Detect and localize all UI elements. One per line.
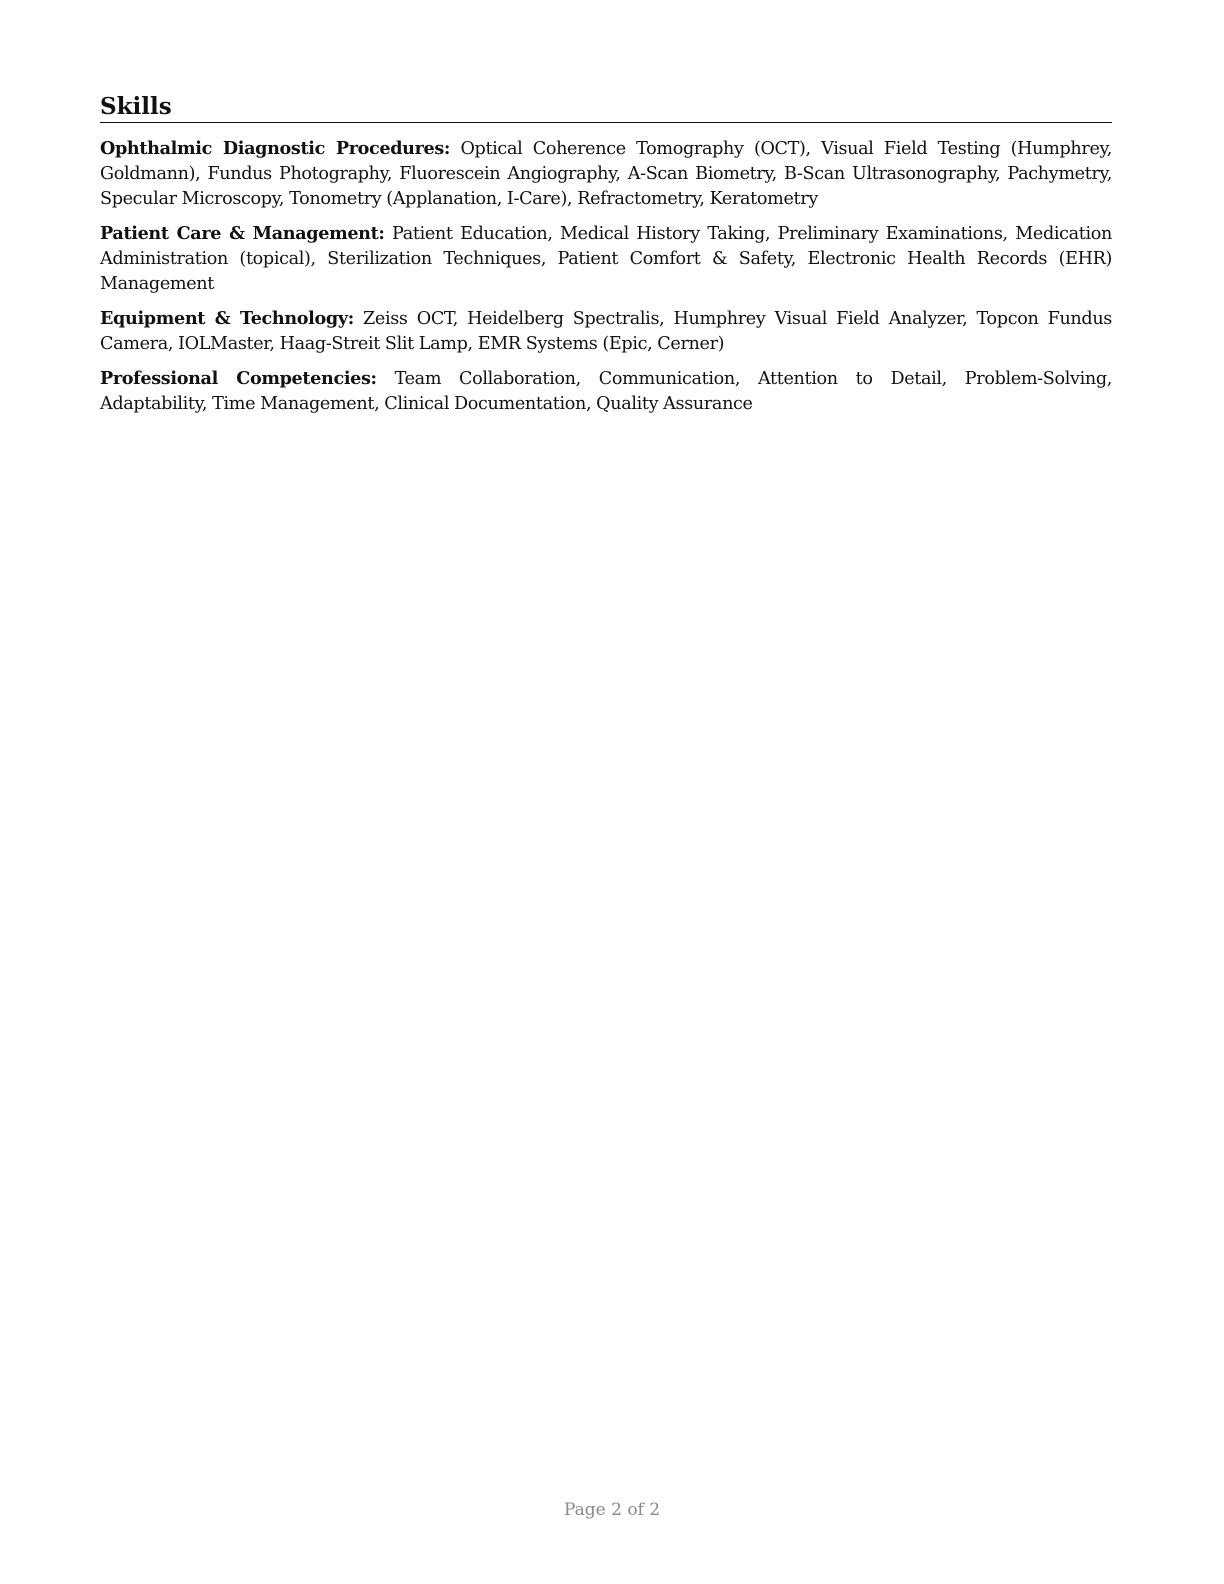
skill-item-patient-care <box>100 221 1112 297</box>
skill-item-ophthalmic-diagnostic <box>100 136 1112 212</box>
skills-list <box>100 136 1112 417</box>
skill-label: Ophthalmic Diagnostic Procedures: <box>100 138 451 159</box>
page-number: Page 2 of 2 <box>563 1500 661 1520</box>
section-title-skills: Skills <box>100 92 1112 123</box>
skill-text: Team Collaboration, Communication, Attention to Detail, Problem-Solving, Adaptability, Time Management, Clinical Documentation, Quality Assurance <box>100 369 1112 414</box>
resume-page <box>100 92 1112 426</box>
skill-item-equipment-technology <box>100 306 1112 357</box>
skill-label: Equipment & Technology: <box>100 308 354 329</box>
skill-item-professional-competencies <box>100 366 1112 417</box>
skill-text: Zeiss OCT, Heidelberg Spectralis, Humphrey Visual Field Analyzer, Topcon Fundus Camera, IOLMaster, Haag-Streit Slit Lamp, EMR Systems (Epic, Cerner) <box>100 309 1112 354</box>
skill-label: Patient Care & Management: <box>100 223 385 244</box>
skill-text: Patient Education, Medical History Taking, Preliminary Examinations, Medication Administration (topical), Sterilization Techniques, Patient Comfort & Safety, Electronic Health Records (EHR) Management <box>100 224 1112 294</box>
skill-label: Professional Competencies: <box>100 368 377 389</box>
skill-text: Optical Coherence Tomography (OCT), Visual Field Testing (Humphrey, Goldmann), Fundus Photography, Fluorescein Angiography, A-Scan Biometry, B-Scan Ultrasonography, Pachymetry, Specular Microscopy, Tonometry (Applanation, I-Care), Refractometry, Keratometry <box>100 139 1113 209</box>
